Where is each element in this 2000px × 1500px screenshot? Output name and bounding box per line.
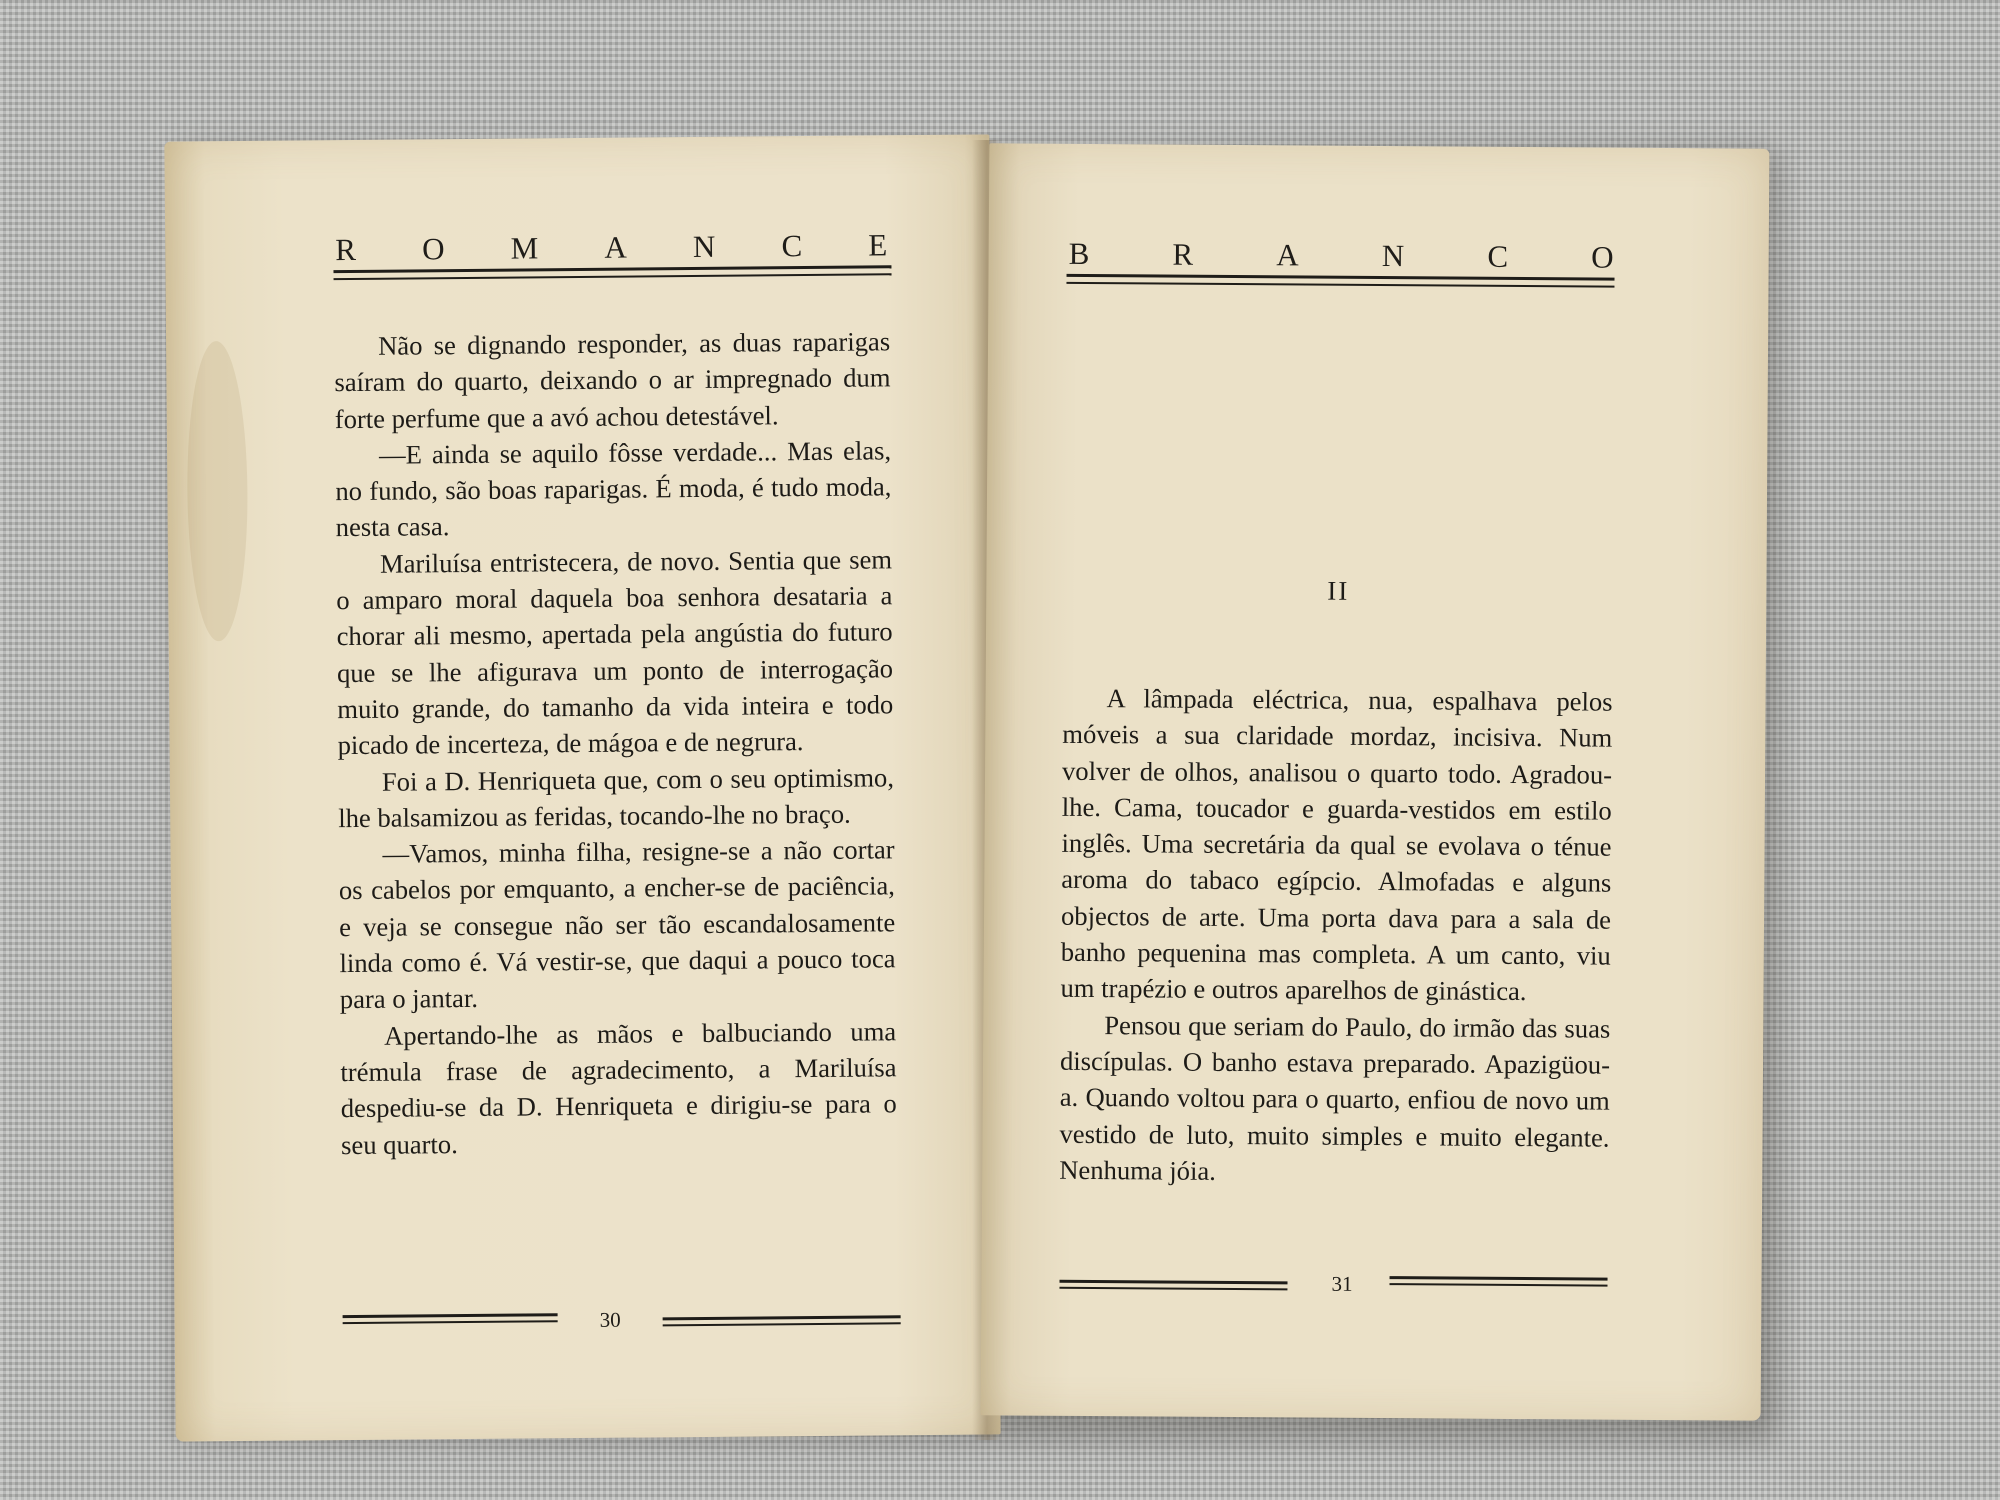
footer-rule xyxy=(1059,1280,1287,1291)
head-letter: C xyxy=(1487,238,1509,274)
paragraph: Foi a D. Henriqueta que, com o seu optimismo, lhe balsamizou as feridas, tocando-lhe no braço. xyxy=(338,761,895,833)
head-letter: N xyxy=(1381,238,1405,274)
right-body-text xyxy=(1059,680,1613,1192)
running-head-right xyxy=(1069,236,1614,276)
chapter-number: II xyxy=(1327,575,1350,606)
head-letter: O xyxy=(421,231,445,267)
head-letter: M xyxy=(510,230,539,266)
head-letter: A xyxy=(604,229,627,265)
head-letter: O xyxy=(1591,239,1614,275)
footer-rule xyxy=(1389,1276,1607,1287)
paragraph: Mariluísa entristecera, de novo. Sentia que sem o amparo moral daquela boa senhora desataria a chorar ali mesmo, apertada pela angústia do futuro que se lhe afigurava um ponto de interrogação muito grande, do tamanho da vida inteira e todo picado de incerteza, de mágoa e de negrura. xyxy=(336,544,894,761)
right-page xyxy=(981,143,1770,1420)
paragraph: A lâmpada eléctrica, nua, espalhava pelos móveis a sua claridade mordaz, incisiva. Num volver de olhos, analisou o quarto todo. Agradou-lhe. Cama, toucador e guarda-vestidos em estilo inglês. Uma secretária da qual se evolava o ténue aroma do tabaco egípcio. Almofadas e alguns objectos de arte. Uma porta dava para a sala de banho pequenina mas completa. A um canto, viu um trapézio e outros aparelhos de ginástica. xyxy=(1060,683,1613,1007)
header-rule xyxy=(333,265,891,280)
left-page xyxy=(164,134,1000,1441)
head-letter: R xyxy=(1172,236,1194,272)
paragraph: —E ainda se aquilo fôsse verdade... Mas elas, no fundo, são boas raparigas. É moda, é tudo moda, nesta casa. xyxy=(335,435,892,543)
footer-rule xyxy=(663,1315,901,1326)
paragraph: —Vamos, minha filha, resigne-se a não cortar os cabelos por emquanto, a encher-se de paciência, e veja se consegue não ser tão escandalosamente linda como é. Vá vestir-se, que daqui a pouco toca para o jantar. xyxy=(338,834,896,1015)
page-number: 31 xyxy=(1331,1271,1353,1296)
head-letter: A xyxy=(1276,237,1299,273)
paragraph: Não se dignando responder, as duas raparigas saíram do quarto, deixando o ar impregnado dum forte perfume que a avó achou detestável. xyxy=(334,326,891,434)
head-letter: R xyxy=(335,231,357,268)
head-letter: B xyxy=(1068,235,1090,271)
left-body-text xyxy=(334,323,897,1163)
page-number: 30 xyxy=(599,1307,621,1332)
paragraph: Apertando-lhe as mãos e balbuciando uma trémula frase de agradecimento, a Mariluísa despediu-se da D. Henriqueta e dirigiu-se para o seu quarto. xyxy=(340,1015,897,1160)
paper-stain xyxy=(186,341,249,642)
head-letter: C xyxy=(781,228,803,264)
paragraph: Pensou que seriam do Paulo, do irmão das suas discípulas. O banho estava preparado. Apazigüou-a. Quando voltou para o quarto, enfiou de novo um vestido de luto, muito simples e muito elegante. Nenhuma jóia. xyxy=(1059,1009,1611,1186)
footer-rule xyxy=(343,1313,558,1324)
head-letter: N xyxy=(692,228,716,265)
header-rule xyxy=(1066,274,1614,288)
running-head-left xyxy=(335,227,887,268)
head-letter: E xyxy=(868,227,888,263)
